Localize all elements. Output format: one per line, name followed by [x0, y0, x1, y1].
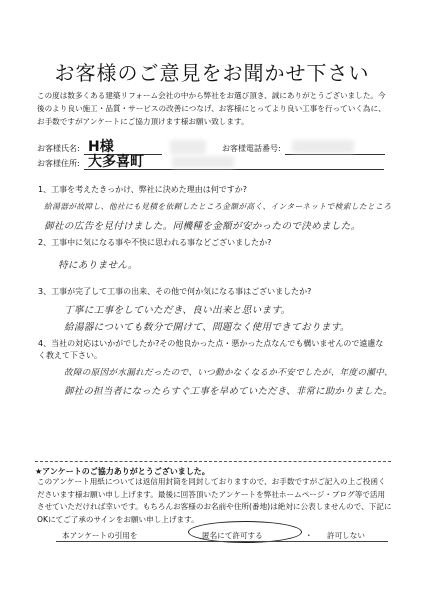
- question-3-label: 3、工事が完了して工事の出来、その他で何か気になる事はございましたか?: [38, 287, 312, 296]
- redacted-phone-block: [292, 140, 354, 153]
- customer-name-label: お客様氏名:: [37, 144, 80, 153]
- customer-address-label: お客様住所:: [37, 159, 80, 168]
- customer-address-value: 大多喜町: [88, 154, 144, 170]
- answer-2-line-1: 特にありません。: [58, 260, 138, 271]
- question-4-label-line-1: 4、当社の対応はいかがでしたか?その他良かった点・悪かった点なんでも構いませんので遠慮な: [38, 339, 384, 348]
- redacted-address-block: [172, 156, 234, 168]
- consent-option-allow-anonymous[interactable]: 匿名にて許可する: [202, 531, 263, 540]
- footer-heading: ★アンケートのご協力ありがとうございました。: [35, 467, 210, 476]
- question-2-label: 2、工事中に気になる事や不快に思われる事などございましたか?: [38, 238, 272, 247]
- customer-address-underline: [84, 169, 384, 170]
- consent-label: 本アンケートの引用を: [62, 531, 138, 540]
- answer-1-line-1: 給湯器が故障し、他社にも見積を依頼したところ金額が高く、インターネットで検索したところ: [44, 202, 392, 211]
- answer-4-line-1: 故障の原因が水漏れだったので、いつ動かなくなるか不安でしたが、年度の瀬中、: [64, 368, 393, 378]
- answer-3-line-2: 給湯器についても数分で開けて、問題なく使用できております。: [64, 322, 350, 333]
- intro-text: この度は数多くある建築リフォーム会社の中から弊社をお選び頂き、誠にありがとうございました。今後のより良い施工・品質・サービスの改善につなげ、お客様にとってより良い工事を行っていく為に、お手数ですがアンケートにご協力頂けます様お願い致します。: [37, 91, 386, 126]
- customer-phone-underline: [285, 154, 385, 155]
- consent-separator: ・: [305, 531, 313, 540]
- consent-underline: [56, 541, 388, 542]
- customer-name-value: H様: [88, 139, 114, 155]
- answer-3-line-1: 丁寧に工事をしていただき、良い出来と思います。: [64, 305, 291, 316]
- consent-option-deny[interactable]: 許可しない: [327, 531, 365, 540]
- customer-phone-label: お客様電話番号:: [222, 144, 281, 153]
- redacted-name-block: [170, 140, 206, 154]
- question-4-label-line-2: く教えて下さい。: [38, 351, 102, 360]
- question-1-label: 1、工事を考えたきっかけ、弊社に決めた理由は何ですか?: [38, 185, 248, 194]
- answer-4-line-2: 御社の担当者になったらすぐ工事を早めていただき、非常に助かりました。: [64, 386, 393, 397]
- answer-1-line-2: 御社の広告を見付けました。同機種を金額が安かったので決めました。: [44, 221, 361, 232]
- page-title: お客様のご意見をお聞かせ下さい: [54, 61, 370, 85]
- footer-divider: [35, 461, 391, 462]
- footer-body: このアンケート用紙については返信用封筒を同封しておりますので、お手数ですがご記入の上ご投函くださいます様お願い申し上げます。最後に回答頂いたアンケートを弊社ホームページ・ブログ等で活用させていただければ幸いです。もちろんお客様のお名前や住所(番地)は絶対に公表しませんので、下記にOKにてご了承のサインをお願い申し上げます。: [37, 477, 392, 524]
